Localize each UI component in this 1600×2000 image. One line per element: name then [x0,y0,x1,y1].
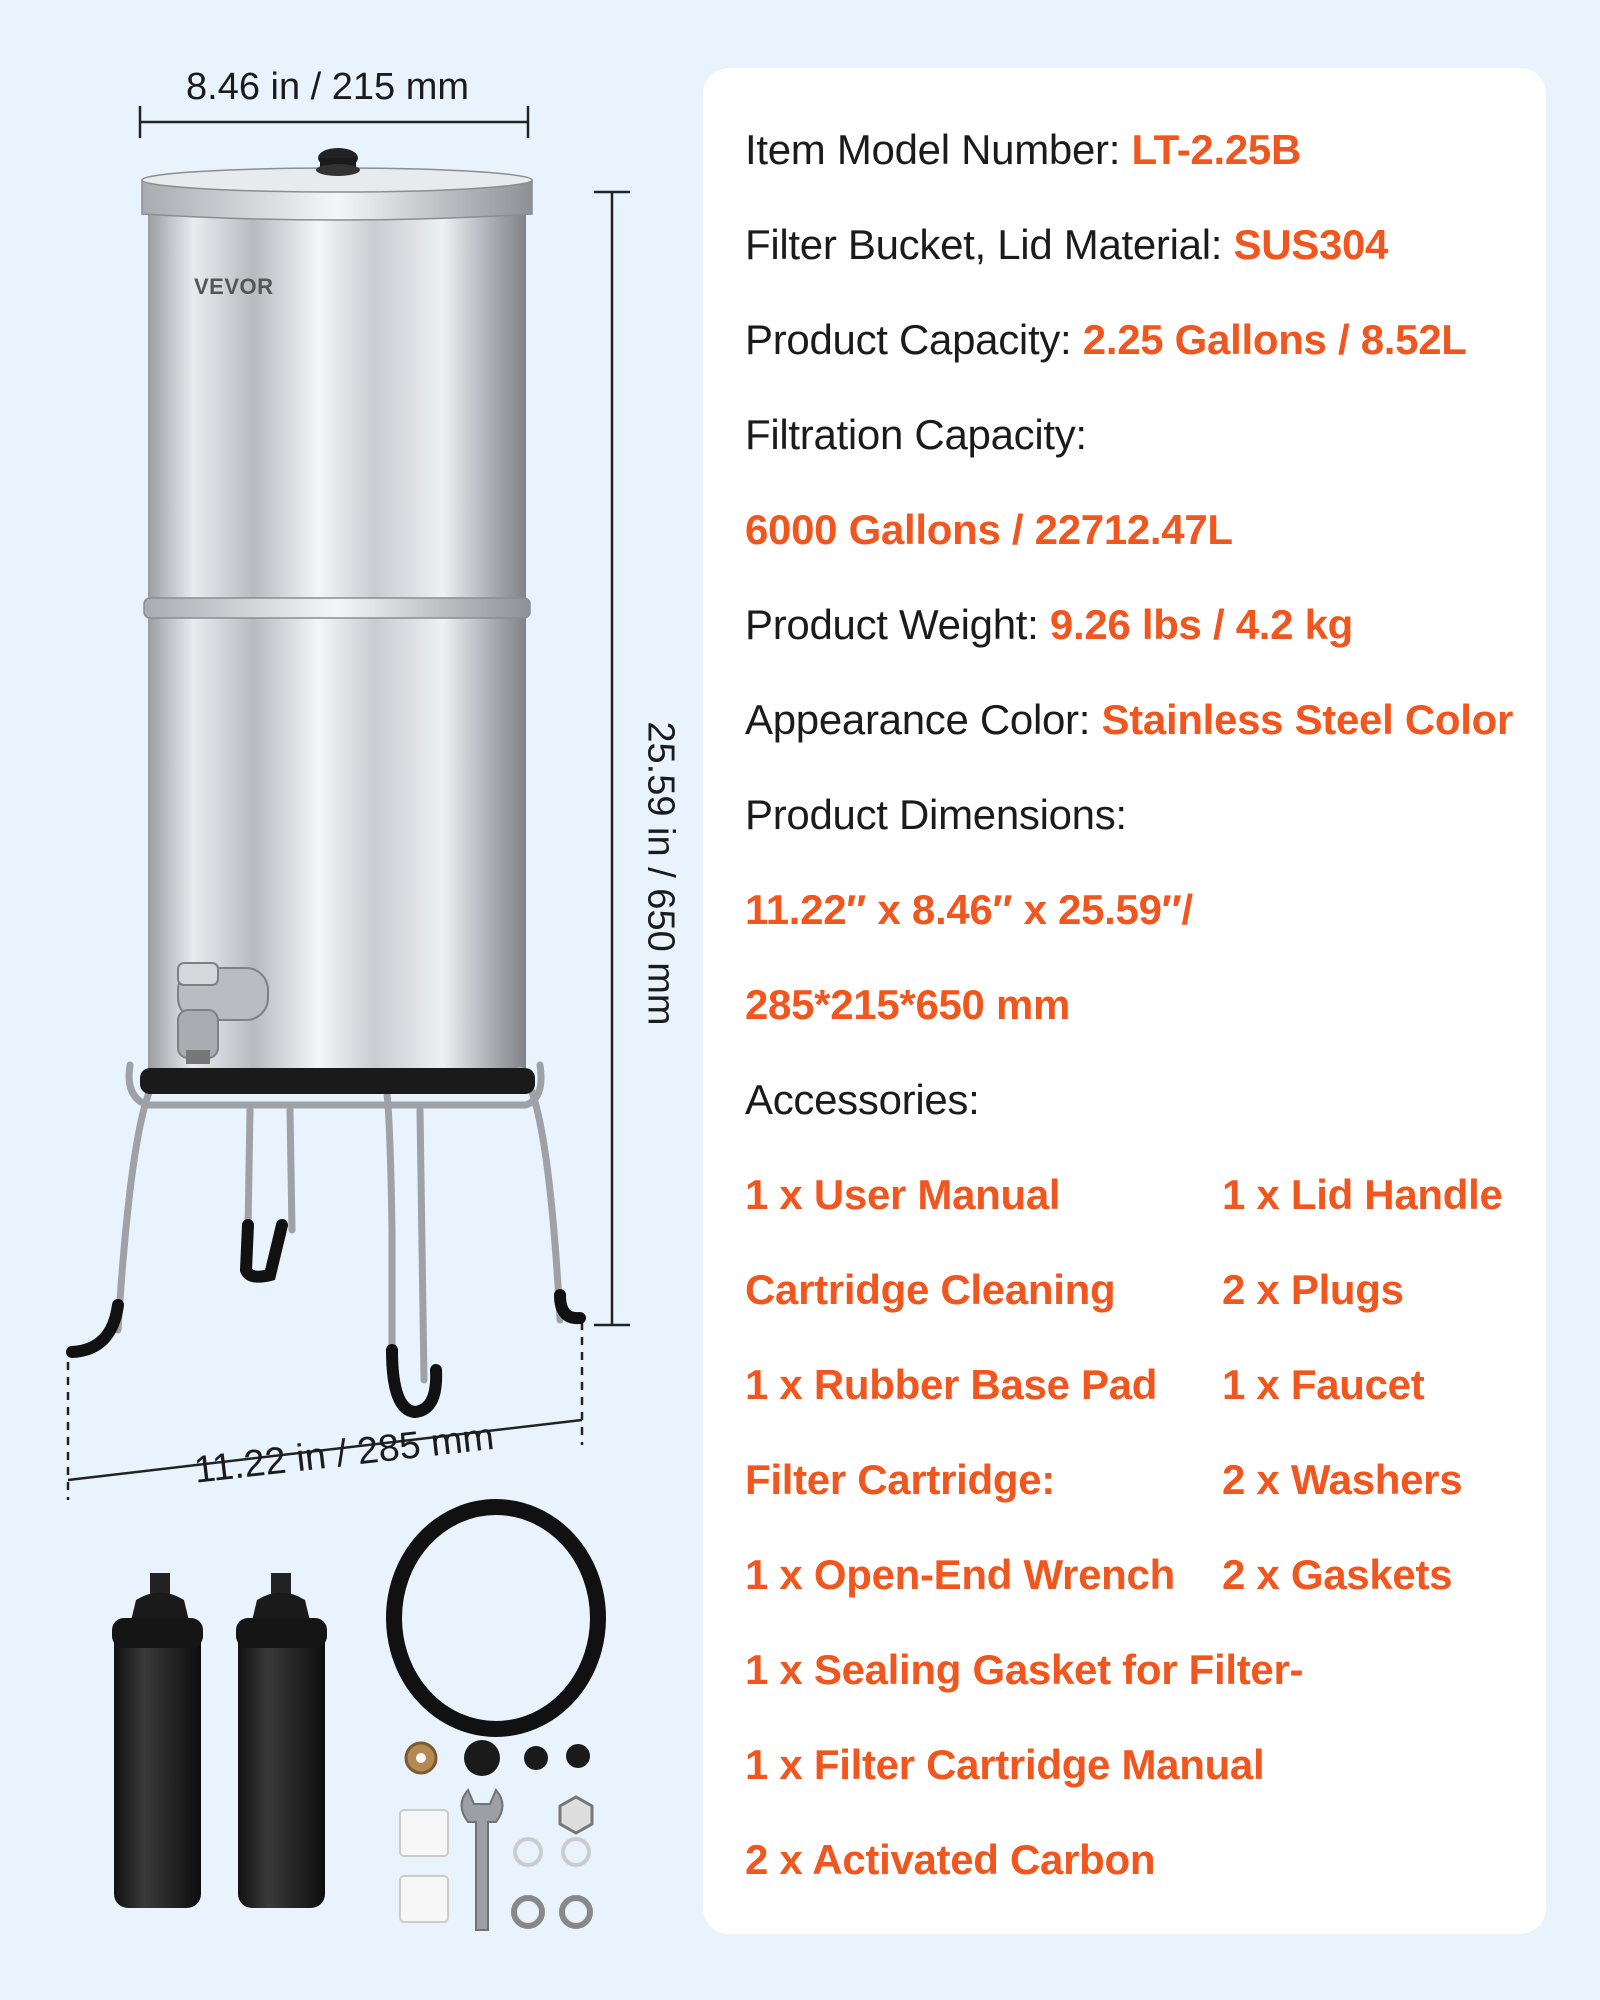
spec-capacity-value: 2.25 Gallons / 8.52L [1082,316,1467,363]
accessory-item: 1 x User Manual [745,1171,1061,1218]
activated-carbon-icon [400,1810,448,1856]
spec-model-label: Item Model Number: [745,126,1121,173]
spec-filtration-value [745,504,1233,556]
spec-model-value: LT-2.25B [1131,126,1301,173]
spec-dimensions-inch: 11.22″ x 8.46″ x 25.59″/ [745,886,1193,933]
accessory-item: 1 x Open-End Wrench [745,1551,1175,1598]
accessory-item: 1 x Lid Handle [1222,1171,1503,1218]
washer-icon [514,1898,542,1926]
sealing-gasket-icon [394,1507,598,1729]
accessory-item: 1 x Filter Cartridge Manual [745,1741,1265,1788]
filter-cartridge-icon [236,1573,327,1908]
accessory-item: 1 x Rubber Base Pad [745,1361,1158,1408]
spec-filtration-value-text: 6000 Gallons / 22712.47L [745,506,1233,553]
accessory-item: 2 x Gaskets [1222,1551,1453,1598]
spec-color-value: Stainless Steel Color [1101,696,1514,743]
washer-icon [562,1898,590,1926]
accessory-item: 2 x Plugs [1222,1266,1404,1313]
width-dimension-line [140,106,528,138]
spec-dimensions-value-line2 [745,979,1070,1031]
product-illustration [0,0,700,2000]
plug-icon [524,1746,548,1770]
spec-weight-label: Product Weight: [745,601,1039,648]
accessory-item: 1 x Faucet [1222,1361,1425,1408]
accessory-item: 1 x Sealing Gasket for Filter- [745,1646,1304,1693]
accessory-item: 2 x Activated Carbon [745,1836,1156,1883]
wrench-icon [462,1790,503,1930]
stand-feet [72,1225,580,1412]
spec-capacity-label: Product Capacity: [745,316,1072,363]
accessory-item: Cartridge Cleaning [745,1266,1116,1313]
spec-material-value: SUS304 [1233,221,1389,268]
spec-material [745,219,1388,271]
nut-icon [560,1797,592,1833]
gasket-icon [515,1839,541,1865]
height-dimension-line [594,192,630,1325]
spec-dimensions-label: Product Dimensions: [745,791,1127,838]
spec-weight [745,599,1353,651]
spec-color-label: Appearance Color: [745,696,1091,743]
rubber-base-ring [140,1068,535,1094]
spec-material-label: Filter Bucket, Lid Material: [745,221,1223,268]
spec-filtration-label: Filtration Capacity: [745,411,1087,458]
height-dimension-label: 25.59 in / 650 mm [639,721,682,1026]
brand-logo: VEVOR [194,274,274,299]
spec-dimensions-mm: 285*215*650 mm [745,981,1071,1028]
depth-dimension-label: 11.22 in / 285 mm [192,1415,497,1492]
spec-dimensions-value-line1 [745,884,1193,936]
spec-color [745,694,1513,746]
filter-cartridge-icon [112,1573,203,1908]
spec-weight-value: 9.26 lbs / 4.2 kg [1049,601,1353,648]
gasket-icon [563,1839,589,1865]
activated-carbon-icon [400,1876,448,1922]
accessories-heading: Accessories: [745,1076,980,1123]
plug-icon [464,1740,500,1776]
lid-handle-icon [566,1744,590,1768]
accessory-item: Filter Cartridge: [745,1456,1055,1503]
spec-model [745,124,1301,176]
stand [118,1065,560,1380]
spec-capacity [745,314,1467,366]
accessory-item: 2 x Washers [1222,1456,1463,1503]
width-dimension-label: 8.46 in / 215 mm [186,66,470,108]
